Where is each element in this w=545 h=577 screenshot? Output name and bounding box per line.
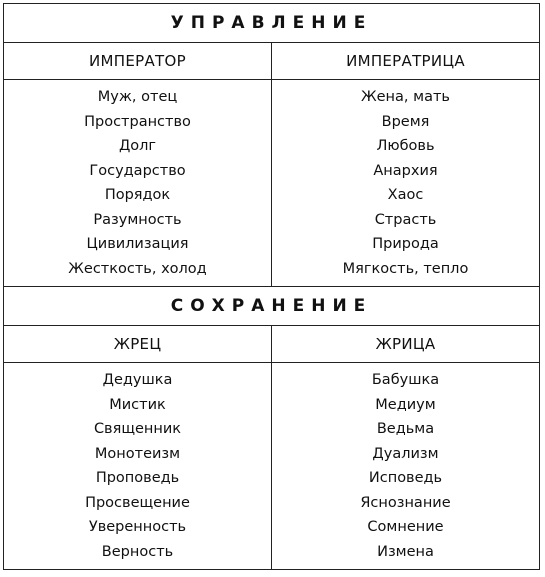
list-item: Дедушка [102, 372, 173, 388]
list-item: Измена [377, 543, 434, 560]
list-item: Просвещение [85, 494, 190, 511]
list-item: Мистик [109, 396, 166, 413]
list-item: Страсть [374, 211, 437, 228]
list-item: Сомнение [367, 519, 444, 535]
column-header-priest: ЖРЕЦ [4, 326, 272, 363]
section-row-2 [4, 287, 540, 326]
list-priest [4, 363, 272, 570]
list-item: Анархия [373, 162, 438, 179]
list-item: Дуализм [372, 445, 439, 462]
list-item: Бабушка [371, 372, 440, 388]
list-row-1 [4, 80, 540, 287]
list-item: Разумность [93, 211, 182, 228]
list-item: Долг [118, 138, 157, 154]
list-item: Мягкость, тепло [342, 260, 469, 277]
list-item: Порядок [104, 187, 171, 203]
list-item: Ведьма [376, 421, 435, 437]
list-item: Монотеизм [94, 445, 181, 462]
list-item: Время [381, 113, 430, 130]
list-item: Священник [93, 421, 182, 437]
list-row-2 [4, 363, 540, 570]
list-item: Верность [101, 543, 174, 560]
section-title: УПРАВЛЕНИЕ [4, 4, 540, 43]
list-item: Яснознание [360, 494, 451, 511]
list-item: Природа [372, 236, 439, 252]
list-priestess [272, 363, 540, 570]
list-item: Любовь [376, 138, 435, 154]
list-item: Исповедь [368, 470, 443, 486]
list-empress [272, 80, 540, 287]
list-item: Уверенность [88, 519, 187, 535]
column-header-row-2 [4, 326, 540, 363]
list-item: Медиум [375, 396, 436, 413]
list-item: Жесткость, холод [68, 260, 207, 277]
comparison-document [3, 3, 540, 570]
column-header-row-1 [4, 43, 540, 80]
column-header-emperor: ИМПЕРАТОР [4, 43, 272, 80]
column-header-empress: ИМПЕРАТРИЦА [272, 43, 540, 80]
list-item: Цивилизация [86, 236, 189, 252]
list-item: Пространство [84, 113, 191, 130]
list-emperor [4, 80, 272, 287]
list-item: Хаос [387, 187, 424, 203]
list-item: Проповедь [95, 470, 180, 486]
archetype-table [3, 3, 540, 570]
section-row-1 [4, 4, 540, 43]
list-item: Муж, отец [97, 89, 178, 105]
column-header-priestess: ЖРИЦА [272, 326, 540, 363]
list-item: Государство [89, 162, 186, 179]
section-title: СОХРАНЕНИЕ [4, 287, 540, 326]
list-item: Жена, мать [361, 89, 450, 105]
